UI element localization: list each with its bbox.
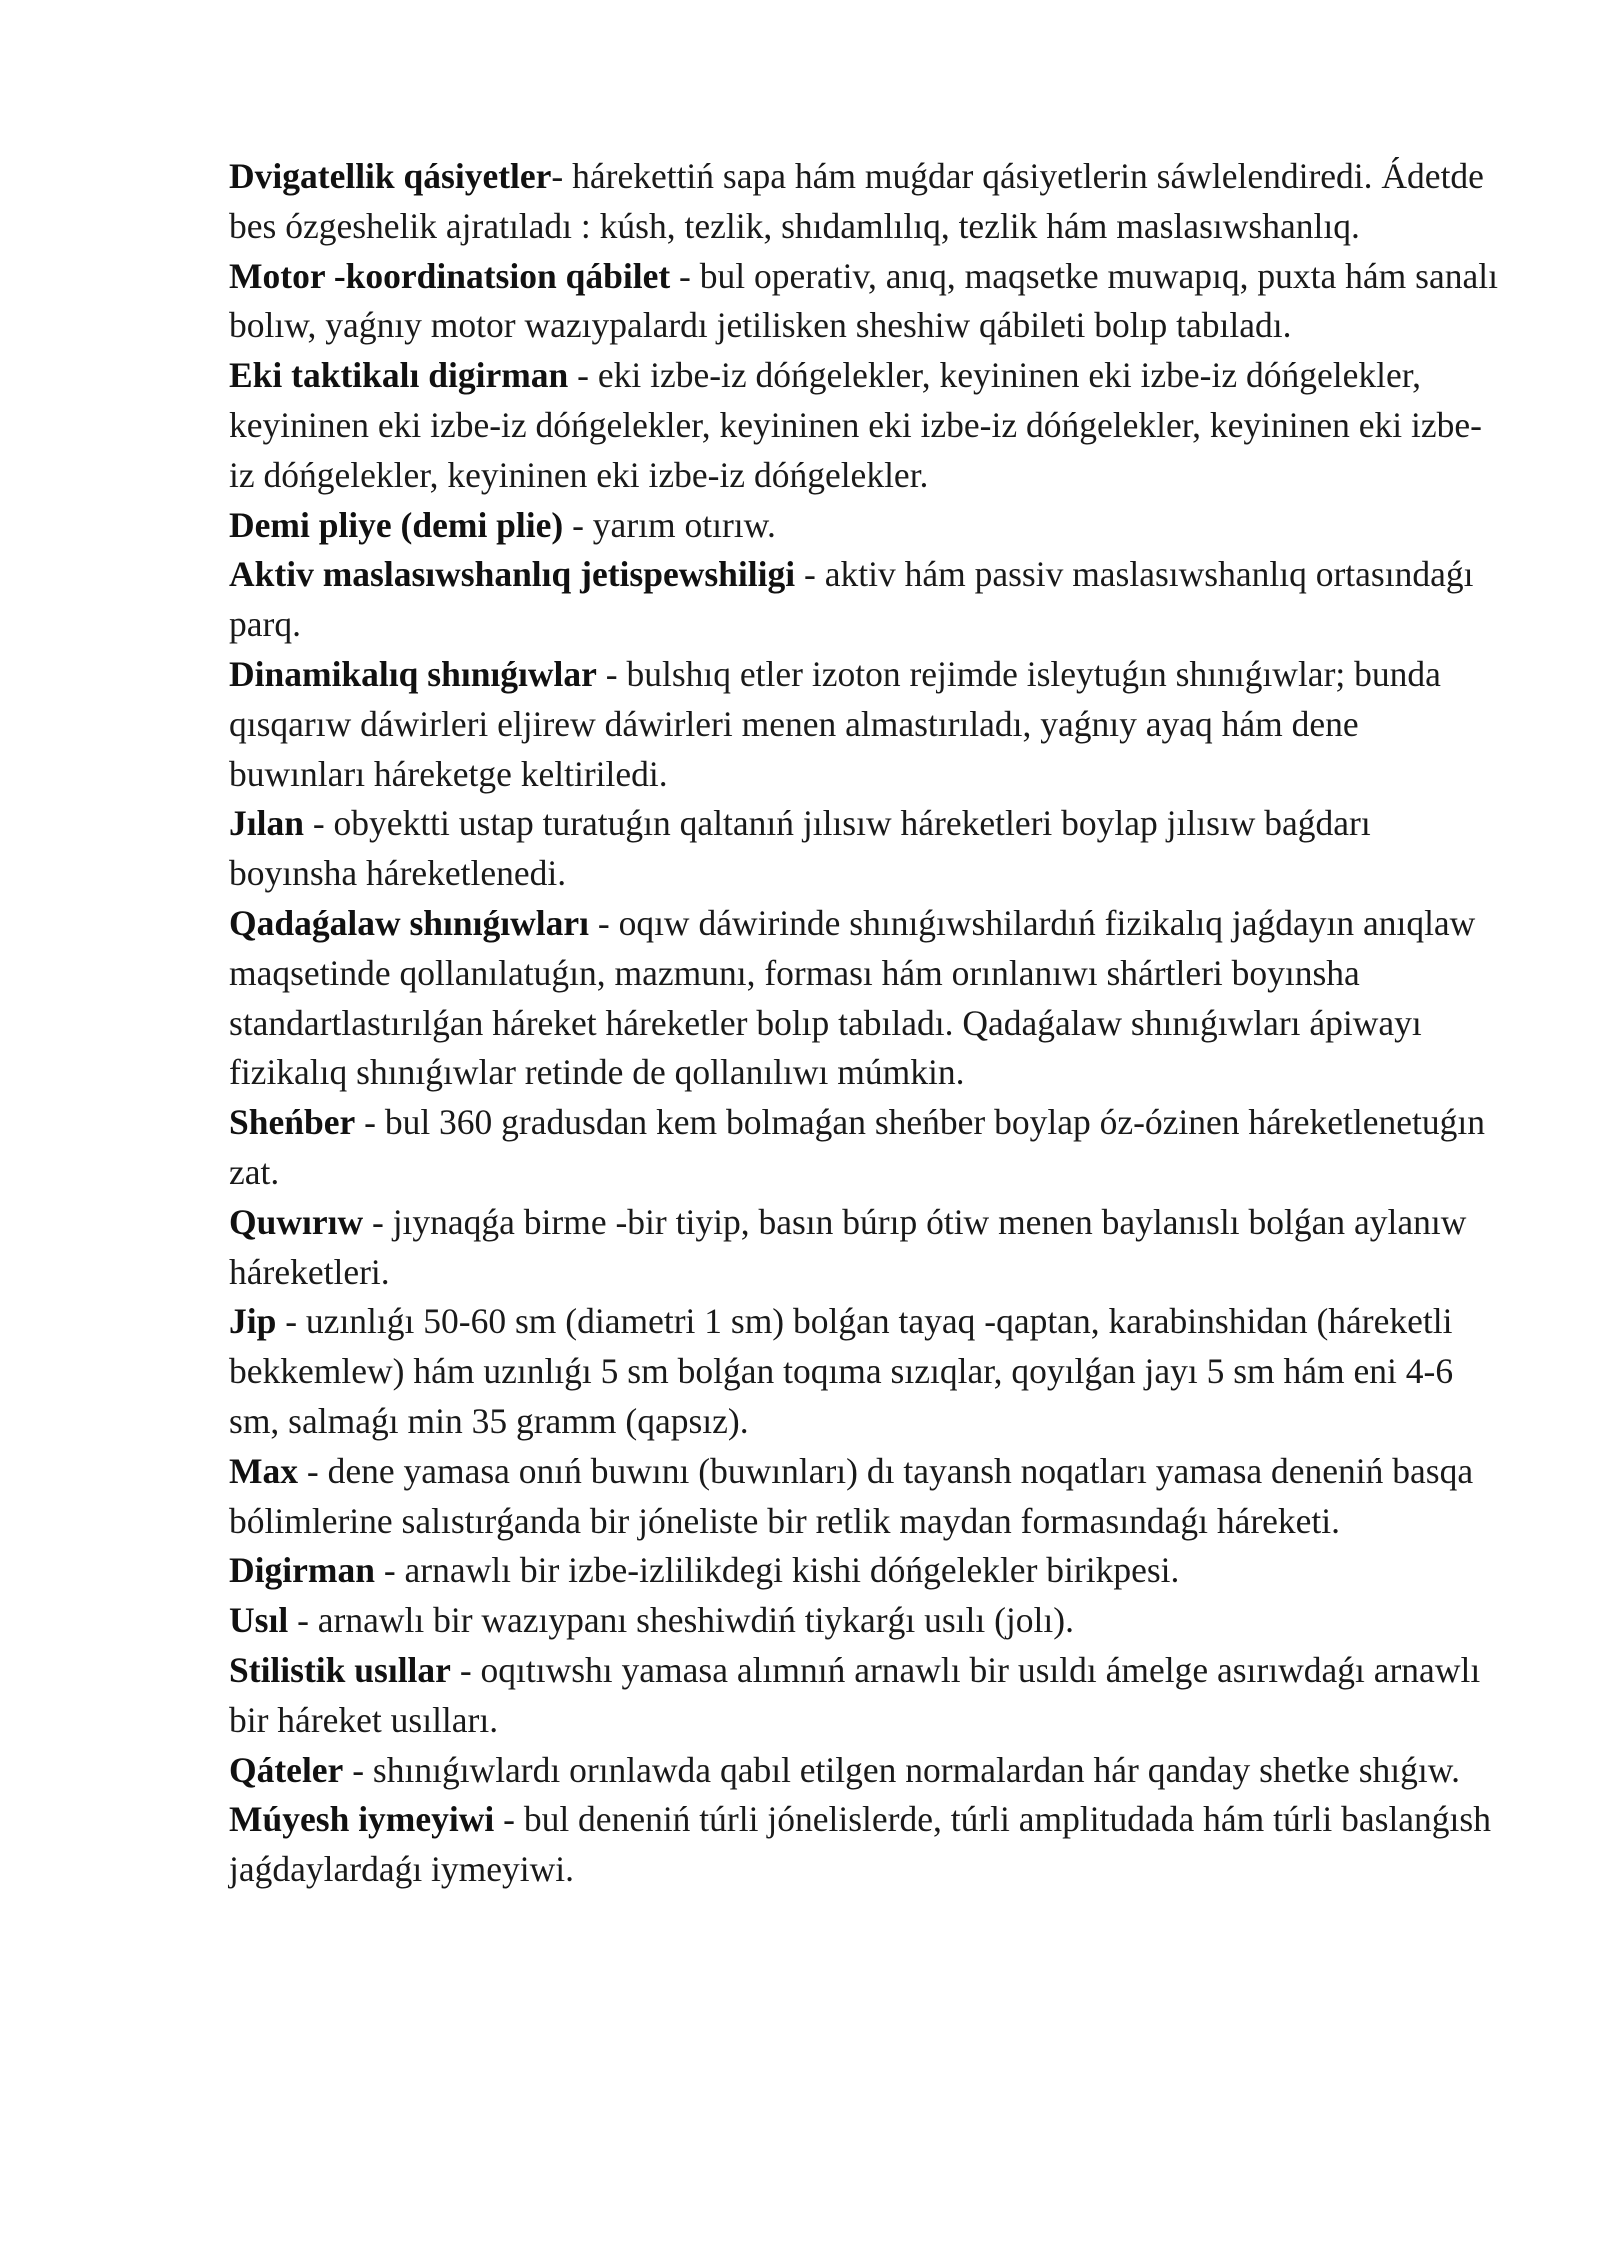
glossary-entry — [229, 501, 1499, 551]
glossary-definition: - bul operativ, anıq, maqsetke muwapıq, puxta hám sanalı bolıw, yaǵnıy motor wazıypalardı jetilisken sheshiw qábileti bolıp tabıladı. — [229, 255, 1498, 346]
glossary-term: Dvigatellik qásiyetler — [229, 156, 552, 196]
glossary-term: Jip — [229, 1301, 277, 1342]
glossary — [229, 152, 1499, 1895]
glossary-definition: - oqıw dáwirinde shınıǵıwshilardıń fizikalıq jaǵdayın anıqlaw maqsetinde qollanılatuǵın, mazmunı, forması hám orınlanıwı shártleri boyınsha standartlastırılǵan háreket háreketler bolıp tabıladı. Qadaǵalaw shınıǵıwları ápiwayı fizikalıq shınıǵıwlar retinde de qollanılıwı múmkin. — [229, 902, 1476, 1093]
glossary-definition: - hárekettiń sapa hám muǵdar qásiyetlerin sáwlelendiredi. Ádetde bes ózgeshelik ajratıladı : kúsh, tezlik, shıdamlılıq, tezlik hám maslasıwshanlıq. — [229, 156, 1484, 246]
glossary-definition: - bul deneniń túrli jónelislerde, túrli amplitudada hám túrli baslanǵısh jaǵdaylardaǵı iymeyiwi. — [229, 1799, 1491, 1890]
glossary-term: Stilistik usıllar — [229, 1649, 451, 1690]
glossary-term: Max — [229, 1450, 299, 1491]
glossary-entry — [229, 1646, 1499, 1746]
glossary-term: Digirman — [229, 1550, 375, 1591]
glossary-entry — [229, 1596, 1499, 1646]
glossary-entry — [229, 1447, 1499, 1547]
glossary-definition: - bulshıq etler izoton rejimde isleytuǵın shınıǵıwlar; bunda qısqarıw dáwirleri eljirew dáwirleri menen almastırıladı, yaǵnıy ayaq hám dene buwınları háreketge keltiriledi. — [229, 653, 1441, 794]
glossary-definition: - uzınlıǵı 50-60 sm (diametri 1 sm) bolǵan tayaq -qaptan, karabinshidan (háreketli bekkemlew) hám uzınlıǵı 5 sm bolǵan toqıma sızıqlar, qoyılǵan jayı 5 sm hám eni 4-6 sm, salmaǵı min 35 gramm (qapsız). — [229, 1301, 1454, 1441]
glossary-entry — [229, 252, 1499, 352]
glossary-entry — [229, 799, 1499, 899]
glossary-term: Demi pliye (demi plie) — [229, 504, 564, 545]
glossary-term: Eki taktikalı digirman — [229, 355, 569, 396]
glossary-definition: - aktiv hám passiv maslasıwshanlıq ortasındaǵı parq. — [229, 554, 1474, 645]
glossary-definition: - yarım otırıw. — [563, 504, 776, 545]
glossary-entry — [229, 1297, 1499, 1446]
glossary-entry — [229, 899, 1499, 1098]
glossary-entry — [229, 1198, 1499, 1298]
glossary-entry — [229, 1795, 1499, 1895]
glossary-definition: - oqıtıwshı yamasa alımnıń arnawlı bir usıldı ámelge asırıwdaǵı arnawlı bir háreket usılları. — [229, 1649, 1481, 1740]
glossary-definition: - dene yamasa onıń buwını (buwınları) dı tayansh noqatları yamasa deneniń basqa bólimlerine salıstırǵanda bir jóneliste bir retlik maydan formasındaǵı háreketi. — [229, 1450, 1474, 1541]
glossary-entry — [229, 1546, 1499, 1596]
glossary-entry — [229, 550, 1499, 650]
glossary-term: Aktiv maslasıwshanlıq jetispewshiligi — [229, 554, 796, 595]
glossary-term: Dinamikalıq shınıǵıwlar — [229, 653, 597, 694]
glossary-definition: - arnawlı bir izbe-izlilikdegi kishi dóńgelekler birikpesi. — [374, 1550, 1180, 1591]
glossary-term: Sheńber — [229, 1102, 356, 1143]
glossary-term: Motor -koordinatsion qábilet — [229, 255, 671, 296]
glossary-term: Múyesh iymeyiwi — [229, 1799, 495, 1840]
glossary-definition: - shınıǵıwlardı orınlawda qabıl etilgen normalardan hár qanday shetke shıǵıw. — [343, 1749, 1460, 1790]
glossary-definition: - eki izbe-iz dóńgelekler, keyininen eki izbe-iz dóńgelekler, keyininen eki izbe-iz dóńgelekler, keyininen eki izbe-iz dóńgelekler, keyininen eki izbe-iz dóńgelekler, keyininen eki izbe-iz dóńgelekler. — [229, 355, 1482, 495]
glossary-definition: - bul 360 gradusdan kem bolmaǵan sheńber boylap óz-ózinen háreketlenetuǵın zat. — [229, 1102, 1485, 1192]
glossary-entry — [229, 1098, 1499, 1198]
glossary-term: Qáteler — [229, 1749, 344, 1790]
glossary-entry — [229, 650, 1499, 799]
glossary-definition: - jıynaqǵa birme -bir tiyip, basın búrıp ótiw menen baylanıslı bolǵan aylanıw háreketleri. — [229, 1201, 1467, 1292]
glossary-term: Quwırıw — [229, 1201, 364, 1242]
glossary-entry — [229, 1746, 1499, 1796]
glossary-term: Usıl — [229, 1600, 289, 1641]
glossary-term: Jılan — [229, 803, 304, 844]
glossary-term: Qadaǵalaw shınıǵıwları — [229, 902, 589, 943]
glossary-entry — [229, 351, 1499, 500]
glossary-definition: - arnawlı bir wazıypanı sheshiwdiń tiykarǵı usılı (jolı). — [288, 1600, 1074, 1641]
glossary-definition: - obyektti ustap turatuǵın qaltanıń jılısıw háreketleri boylap jılısıw baǵdarı boyınsha háreketlenedi. — [229, 803, 1371, 894]
glossary-entry — [229, 152, 1499, 252]
